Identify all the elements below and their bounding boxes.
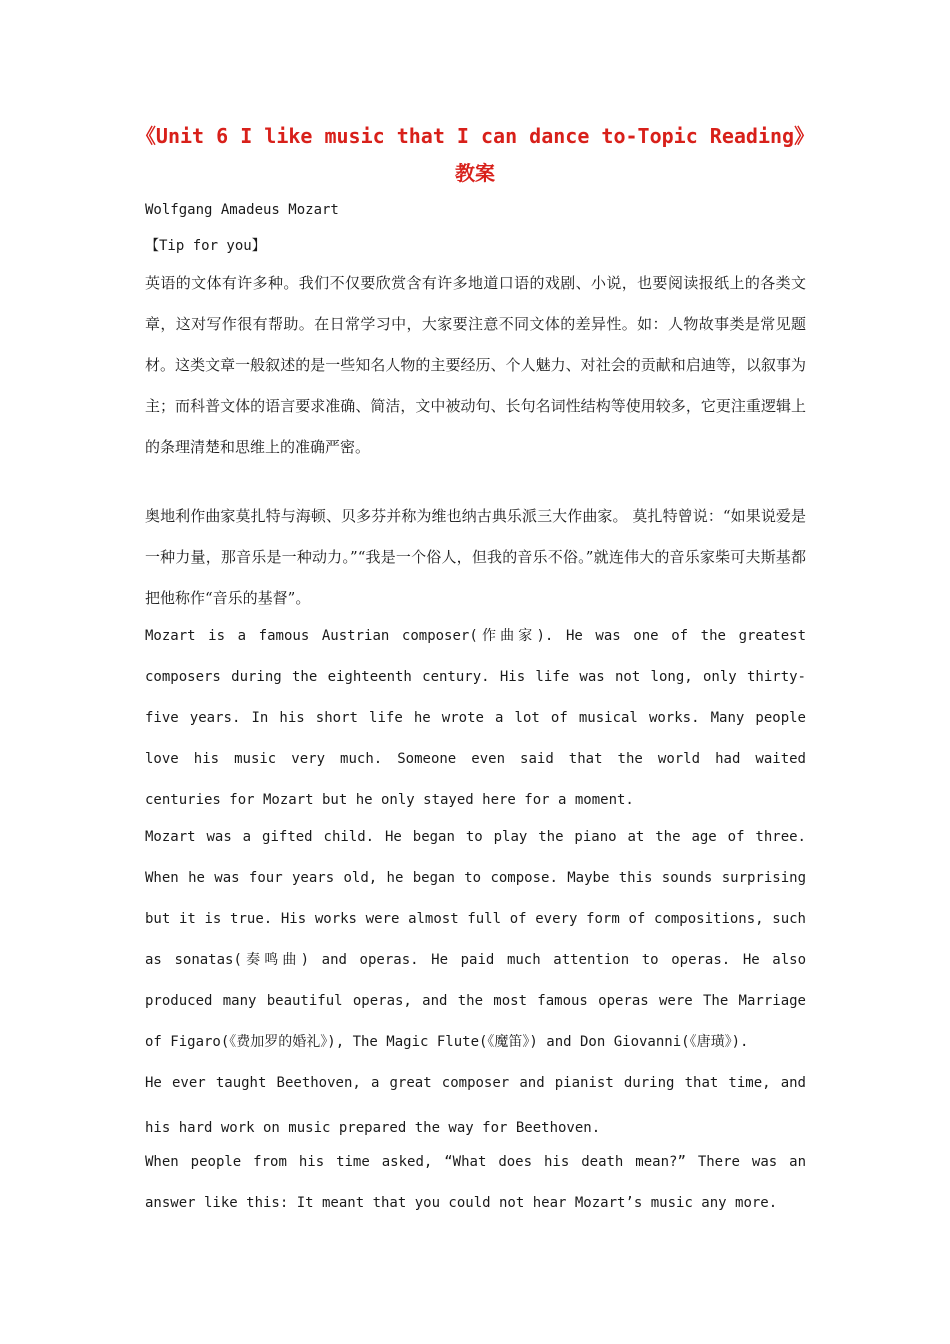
intro-paragraph-chinese: 奥地利作曲家莫扎特与海顿、贝多芬并称为维也纳古典乐派三大作曲家。 莫扎特曾说：“如果说爱是一种力量，那音乐是一种动力。”“我是一个俗人，但我的音乐不俗。”就连伟大的音乐家柴可夫斯基都把他称作“音乐的基督”。: [145, 507, 806, 607]
paragraph-death-meaning: When people from his time asked, “What does his death mean?” There was an answer like this: It meant that you could not hear Mozart’s music any more.: [145, 1154, 806, 1211]
paragraph-taught-beethoven: He ever taught Beethoven, a great composer and pianist during that time, and his hard work on music prepared the way for Beethoven.: [145, 1075, 806, 1136]
paragraph-mozart-composer: Mozart is a famous Austrian composer(作曲家). He was one of the greatest composers during the eighteenth century. His life was not long, only thirty-five years. In his short life he wrote a lot of musical works. Many people love his music very much. Someone even said that the world had waited centuries for Mozart but he only stayed here for a moment.: [145, 628, 806, 808]
document-subtitle: Wolfgang Amadeus Mozart: [145, 202, 339, 218]
paragraph-gifted-child: Mozart was a gifted child. He began to play the piano at the age of three. When he was four years old, he began to compose. Maybe this sounds surprising but it is true. His works were almost full of every form of compositions, such as sonatas(奏鸣曲) and operas. He paid much attention to operas. He also produced many beautiful operas, and the most famous operas were The Marriage of Figaro(《费加罗的婚礼》), The Magic Flute(《魔笛》) and Don Giovanni(《唐璜》).: [145, 829, 806, 1050]
tip-label: 【Tip for you】: [145, 238, 266, 254]
document-title: 《Unit 6 I like music that I can dance to-Topic Reading》教案: [135, 124, 815, 185]
tip-paragraph: 英语的文体有许多种。我们不仅要欣赏含有许多地道口语的戏剧、小说，也要阅读报纸上的各类文章，这对写作很有帮助。在日常学习中，大家要注意不同文体的差异性。如：人物故事类是常见题材。这类文章一般叙述的是一些知名人物的主要经历、个人魅力、对社会的贡献和启迪等，以叙事为主；而科普文体的语言要求准确、简洁，文中被动句、长句名词性结构等使用较多，它更注重逻辑上的条理清楚和思维上的准确严密。: [145, 274, 806, 456]
